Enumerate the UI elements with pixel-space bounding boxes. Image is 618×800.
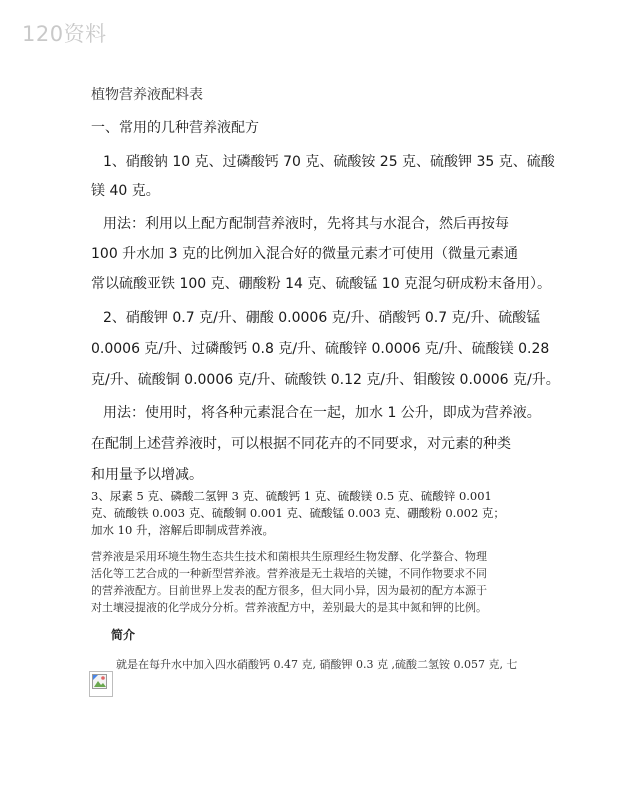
intro-heading: 简介	[111, 628, 136, 642]
formula1-line1: 1、硝酸钠 10 克、过磷酸钙 70 克、硫酸铵 25 克、硫酸钾 35 克、硫酸	[103, 154, 555, 170]
intro-line1: 营养液是采用环境生物生态共生技术和菌根共生原理经生物发酵、化学螯合、物理	[91, 550, 487, 563]
formula3-line2: 克、硫酸铁 0.003 克、硫酸铜 0.001 克、硫酸锰 0.003 克、硼酸粉 0.002 克；	[91, 506, 505, 520]
formula1-usage-line1: 用法：利用以上配方配制营养液时，先将其与水混合，然后再按每	[103, 216, 509, 232]
section-heading: 一、常用的几种营养液配方	[91, 120, 259, 136]
formula2-line2: 0.0006 克/升、过磷酸钙 0.8 克/升、硫酸锌 0.0006 克/升、硫酸镁 0.28	[91, 341, 550, 357]
formula1-usage-line2: 100 升水加 3 克的比例加入混合好的微量元素才可使用（微量元素通	[91, 246, 518, 262]
formula3-block	[91, 488, 541, 539]
intro-text-line: 就是在每升水中加入四水硝酸钙 0.47 克, 硝酸钾 0.3 克 ,硫酸二氢铵 0.057 克, 七	[116, 658, 518, 671]
formula3-line1: 3、尿素 5 克、磷酸二氢钾 3 克、硫酸钙 1 克、硫酸镁 0.5 克、硫酸锌 0.001	[91, 489, 492, 503]
intro-paragraph	[91, 548, 541, 616]
formula2-usage-line2: 在配制上述营养液时，可以根据不同花卉的不同要求，对元素的种类	[91, 436, 511, 452]
formula2-usage-line1: 用法：使用时，将各种元素混合在一起，加水 1 公升，即成为营养液。	[103, 405, 541, 421]
formula2-usage-line3: 和用量予以增减。	[91, 467, 203, 483]
formula2-line1: 2、硝酸钾 0.7 克/升、硼酸 0.0006 克/升、硝酸钙 0.7 克/升、硫酸锰	[103, 310, 541, 326]
formula1-line2: 镁 40 克。	[91, 183, 160, 199]
intro-line4: 对土壤浸提液的化学成分分析。营养液配方中，差别最大的是其中氮和钾的比例。	[91, 601, 487, 614]
formula1-usage-line3: 常以硫酸亚铁 100 克、硼酸粉 14 克、硫酸锰 10 克混匀研成粉末备用）。	[91, 276, 552, 292]
broken-image-icon	[89, 671, 113, 697]
intro-line3: 的营养液配方。目前世界上发表的配方很多，但大同小异，因为最初的配方本源于	[91, 584, 487, 597]
document-title: 植物营养液配料表	[91, 87, 203, 103]
watermark-logo: 120资料	[22, 22, 107, 46]
formula2-line3: 克/升、硫酸铜 0.0006 克/升、硫酸铁 0.12 克/升、钼酸铵 0.0006 克/升。	[91, 372, 560, 388]
intro-line2: 活化等工艺合成的一种新型营养液。营养液是无土栽培的关键，不同作物要求不同	[91, 567, 487, 580]
formula3-line3: 加水 10 升，溶解后即制成营养液。	[91, 523, 274, 537]
